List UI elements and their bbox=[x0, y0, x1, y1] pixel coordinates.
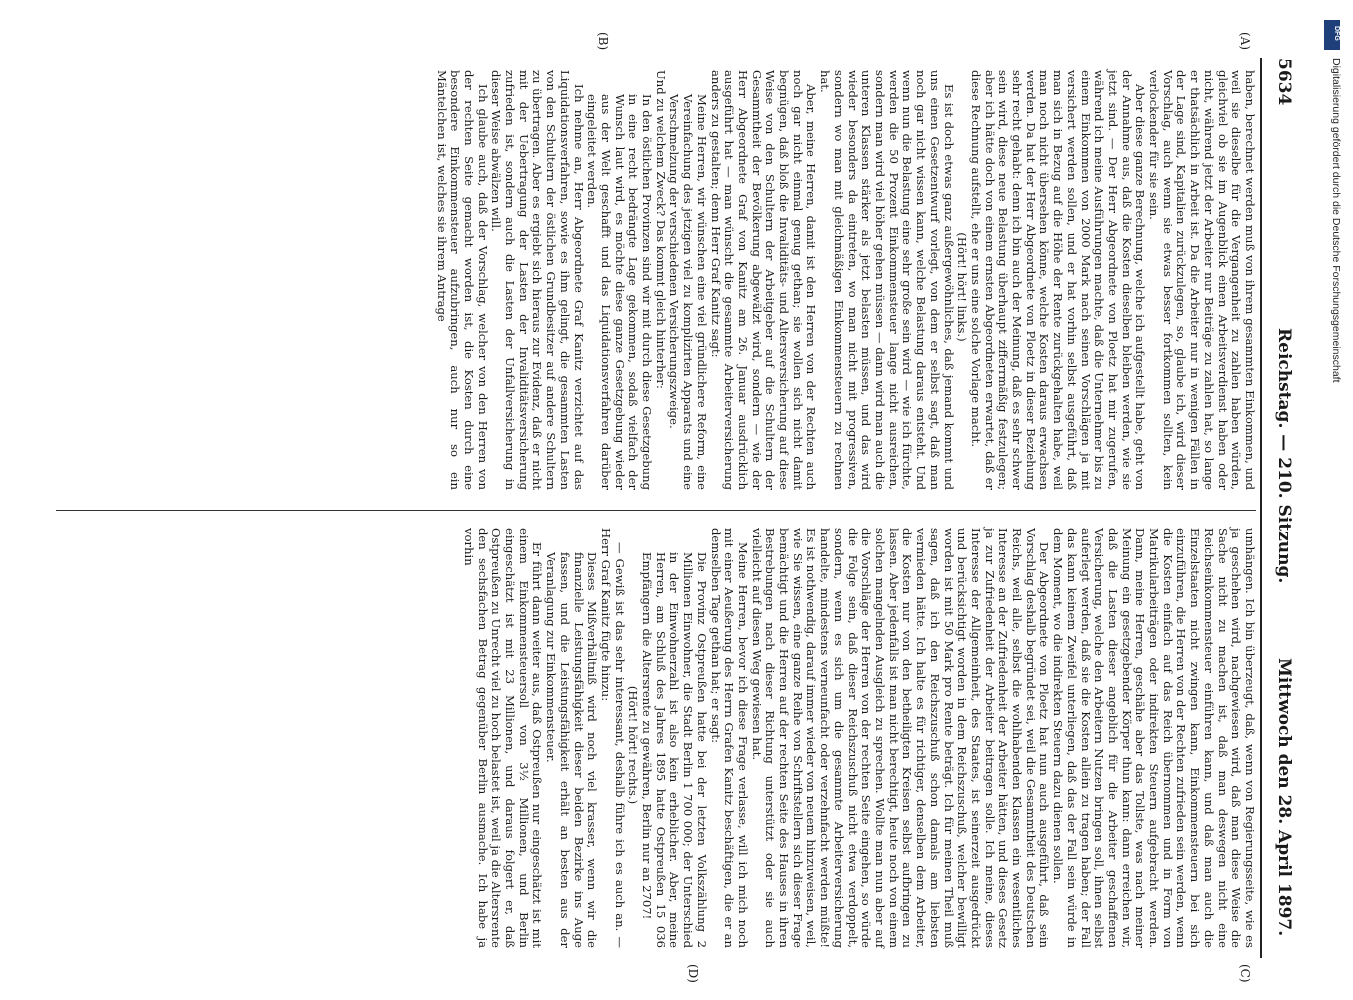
paragraph: Meine Herren, bevor ich diese Frage verlasse, will ich mich noch mit einer Aeußerung des Herrn Grafen Kanitz beschäftigen, die er an demselben Tage gethan hat; er sagt: bbox=[708, 528, 750, 948]
margin-mark-b: (B) bbox=[596, 32, 610, 51]
quotation: Meine Herren, wir wünschen eine viel gründlichere Reform, eine Vereinfachung des jetzigen viel zu komplizirten Apparats und eine Verschmelzung der verschiedenen Versicherungszweige. bbox=[667, 94, 709, 490]
page-number: 5634 bbox=[1274, 58, 1294, 106]
header-rule bbox=[1260, 58, 1262, 958]
paragraph: Ich glaube auch, daß der Vorschlag, welcher von den Herren von der rechten Seite gemacht worden ist, die Kosten durch eine besondere Einkommensteuer aufzubringen, auch nur so ein Mäntelchen ist, welches sie ihrem Antrage bbox=[434, 70, 490, 490]
margin-mark-c: (C) bbox=[1238, 964, 1252, 983]
paragraph: haben, berechnet werden muß von ihrem gesammten Einkommen, und weil sie dieselbe für die Vergangenheit zu zahlen haben würden, gleichviel ob sie im Augenblick einen Arbeitsverdienst haben oder nicht, während jetzt der Arbeiter nur Beiträge zu zahlen hat, so lange er thatsächlich in Arbeit ist. Da die Arbeiter nur in wenigen Fällen in der Lage sind, Kapitalien zurückzulegen, so, glaube ich, wird dieser Vorschlag, auch wenn sie etwas besser fortkommen sollten, kein verlockender für sie sein. bbox=[1147, 70, 1257, 490]
funding-note bbox=[1322, 18, 1342, 918]
dfg-logo: DFG bbox=[1324, 20, 1340, 50]
page-header bbox=[1266, 58, 1300, 958]
column-divider bbox=[56, 510, 1256, 511]
paragraph: Aber diese ganze Berechnung, welche ich aufgestellt habe, geht von der Annahme aus, daß die Kosten dieselben bleiben werden, wie sie jetzt sind. — Der Herr Abgeordnete von Ploetz hat mir zugerufen, während ich meine Ausführungen machte, daß die Unternehmer bis zu einem Einkommen von 2000 Mark nach seinen Vorschlägen ja mit versichert werden sollen, und er hat vorhin selbst ausgeführt, daß man sich in Bezug auf die Höhe der Rente zurückgehalten habe, weil man noch nicht übersehen könne, welche Kosten daraus erwachsen werden. Da hat der Herr Abgeordnete von Ploetz in dieser Beziehung sehr recht gehabt: denn ich bin auch der Meinung, daß es sehr schwer sein wird, diese neue Belastung überhaupt zifferrmäßig festzulegen; aber ich hätte doch von einem ernsten Abgeordneten erwartet, daß er diese Rechnung aufstellt, ehe er uns eine solche Vorlage macht. bbox=[968, 70, 1148, 490]
margin-mark-d: (D) bbox=[686, 964, 700, 983]
header-right-title: Mittwoch den 28. April 1897. bbox=[1274, 658, 1294, 937]
quotation: Die Provinz Ostpreußen hatte bei der letzten Volkszählung 2 Millionen Einwohner, die Stadt Berlin 1 700 000; der Unterschied in der Einwohnerzahl ist also kein erheblicher. Aber, meine Herren, am Schluß des Jahres 1895 hatte Ostpreußen 15 036 Empfängern die Altersrente zu gewähren, Berlin nur an 2707! bbox=[640, 552, 709, 948]
quotation: In den östlichen Provinzen sind wir mit durch diese Gesetzgebung in eine recht bedrängte Lage gekommen, sodaß vielfach der Wunsch laut wird, es möchte diese ganze Gesetzgebung wieder aus der Welt geschafft und das Liquidationsverfahren darüber eingeleitet werden. bbox=[585, 94, 655, 490]
paragraph: umhängen. Ich bin überzeugt, daß, wenn von Regierungsseite, wie es ja geschehen wird, nachgewiesen wird, daß man diese Weise die Sache nicht zu machen ist, daß man deswegen nicht eine Reichseinkommensteuer einführen kann, und daß man auch die Einzelstaaten nicht zwingen kann, Einkommensteuern bei sich einzuführen, die Herren von der Rechten zufrieden sein werden, wenn die Kosten einfach auf das Reich übernommen und in Form von Matrikularbeiträgen oder indirekten Steuern aufgebracht werden. Dann, meine Herren, geschähe aber das Tollste, was nach meiner Meinung ein gesetzgebender Körper thun kann: dann erreichen wir, daß die Lasten dieser angeblich für die Arbeiter geschaffenen Versicherung, welche den Arbeitern Nutzen bringen soll, ihnen selbst auferlegt werden, daß sie die Kosten allein zu tragen haben; der Fall das kann keinem Zweifel unterliegen, daß das der Fall sein würde in dem Moment, wo die indirekten Steuern dazu dienen sollen. bbox=[1051, 528, 1257, 948]
paragraph: Aber, meine Herren, damit ist den Herren von der Rechten auch noch gar nicht einmal genug gethan; sie wollen sich nicht damit begnügen, daß bloß die Invaliditäts- und Altersversicherung auf diese Weise von den Schultern der Arbeitgeber auf die Schultern der Gesammtheit der Bevölkerung abgewälzt wird, sondern — wie der Herr Abgeordnete Graf von Kanitz am 26. Januar ausdrücklich ausgeführt hat — man wünscht die gesammte Arbeiterversicherung anders zu gestalten; denn Herr Graf Kanitz sagt: bbox=[708, 70, 819, 490]
paragraph: Er führt dann weiter aus, daß Ostpreußen nur eingeschätzt ist mit einem Einkommensteuersoll von 3½ Millionen, und Berlin eingeschätzt ist mit 23 Millionen, und daraus folgert er, daß Ostpreußen zu Unrecht viel zu hoch belastet ist, weil ja die Altersrente den sechsfachen Betrag gegenüber Berlin ausmache. Ich habe ja vorhin bbox=[461, 528, 545, 948]
paragraph: Es ist doch etwas ganz außergewöhnliches, daß jemand kommt und uns einen Gesetzentwurf vorlegt, von dem er selbst sagt, daß man noch gar nicht wissen kann, welche Belastung daraus entsteht. Und wenn nun die Belastung eine sehr große sein wird — wie ich fürchte, werden die 50 Prozent Einkommensteuer lange nicht ausreichen, sondern man wird viel höher gehen müssen — dann wird man auch die unteren Klassen stärker als jetzt belasten müssen, und das wird wieder besonders da eintreten, wo man nicht mit progressiven, sondern wo man mit gleichmäßigen Einkommensteuern zu rechnen hat. bbox=[818, 70, 956, 490]
paragraph: Der Abgeordnete von Ploetz hat nun auch ausgeführt, daß sein Vorschlag deshalb begründet sei, weil die Gesammtheit des Deutschen Reichs, weil alle, selbst die wohlhabenden Klassen ein wesentliches Interesse an der Zufriedenheit der Arbeiter hätten, und dieses Gesetz ja zur Zufriedenheit der Arbeiter beitragen solle. Ich meine, dieses Interesse der Allgemeinheit, des Staates, ist seinerzeit ausgedrückt und berücksichtigt worden in dem Reichszuschuß, welcher bewilligt worden ist mit 50 Mark pro Rente beträgt. Ich für meinen Theil muß sagen, daß ich den Reichszuschuß schon damals am liebsten vermieden hätte. Ich halte es für richtiger, denselben dem Arbeiter, die Kosten nur von den betheiligten Kreisen selbst aufbringen zu lassen. Aber jedenfalls ist man nicht berechtigt, heute noch von einem solchen mangelnden Ausgleich zu sprechen. Wollte man nun aber auf die Vorschläge der Herren von der rechten Seite eingehen, so würde die Folge sein, daß dieser Reichszuschuß nicht etwa verdoppelt, sondern, wenn es sich um die gesammte Arbeiterversicherung handelte, mindestens verneunfacht oder verzehnfacht werden müßte! Es ist nothwendig, darauf immer wieder von neuem hinzuweisen, weil, wie Sie wissen, eine ganze Reihe von Schriftstellern sich dieser Frage bemächtigt und die Herren auf der rechten Seite des Hauses in ihren Bestrebungen nach dieser Richtung unterstützt oder sie auch vielleicht auf diesen Weg gewiesen hat. bbox=[749, 528, 1052, 948]
interjection: (Hört! hört! rechts.) bbox=[626, 685, 641, 805]
margin-mark-a: (A) bbox=[1238, 32, 1252, 51]
interjection: (Hört! hört! links.) bbox=[955, 232, 970, 342]
header-left-title: Reichstag. — 210. Sitzung. bbox=[1274, 328, 1294, 584]
left-column bbox=[434, 70, 1256, 490]
paragraph: — Gewiß ist das sehr interessant, deshalb führe ich es auch an. — Herr Graf Kanitz fügte hinzu: bbox=[598, 528, 627, 948]
right-column bbox=[461, 528, 1256, 948]
paragraph: Ich nehme an, Herr Abgeordnete Graf Kanitz verzichtet auf das Liquidationsverfahren, sowie es ihm gelingt, die gesammten Lasten von den Schultern der östlichen Grundbesitzer auf andere Schultern zu übertragen. Aber es ergiebt sich hieraus zur Evidenz, daß er nicht mit der Uebertragung der Lasten der Invaliditätsversicherung zufrieden ist, sondern auch die Lasten der Unfallversicherung in dieser Weise abwälzen will. bbox=[489, 70, 586, 490]
quotation: Dieses Mißverhältniß wird noch viel krasser, wenn wir die finanzielle Leistungsfähigkeit dieser beiden Bezirke ins Auge fassen, und die Leistungsfähigkeit erhält an besten aus der Veranlagung zur Einkommensteuer. bbox=[544, 552, 600, 948]
rotated-page-content bbox=[50, 32, 1300, 983]
paragraph: Und zu welchem Zweck? Das kommt gleich hinterher: bbox=[653, 70, 668, 389]
funding-note-text: Digitalisierung gefördert durch die Deutsche Forschungsgemeinschaft bbox=[1330, 58, 1342, 383]
